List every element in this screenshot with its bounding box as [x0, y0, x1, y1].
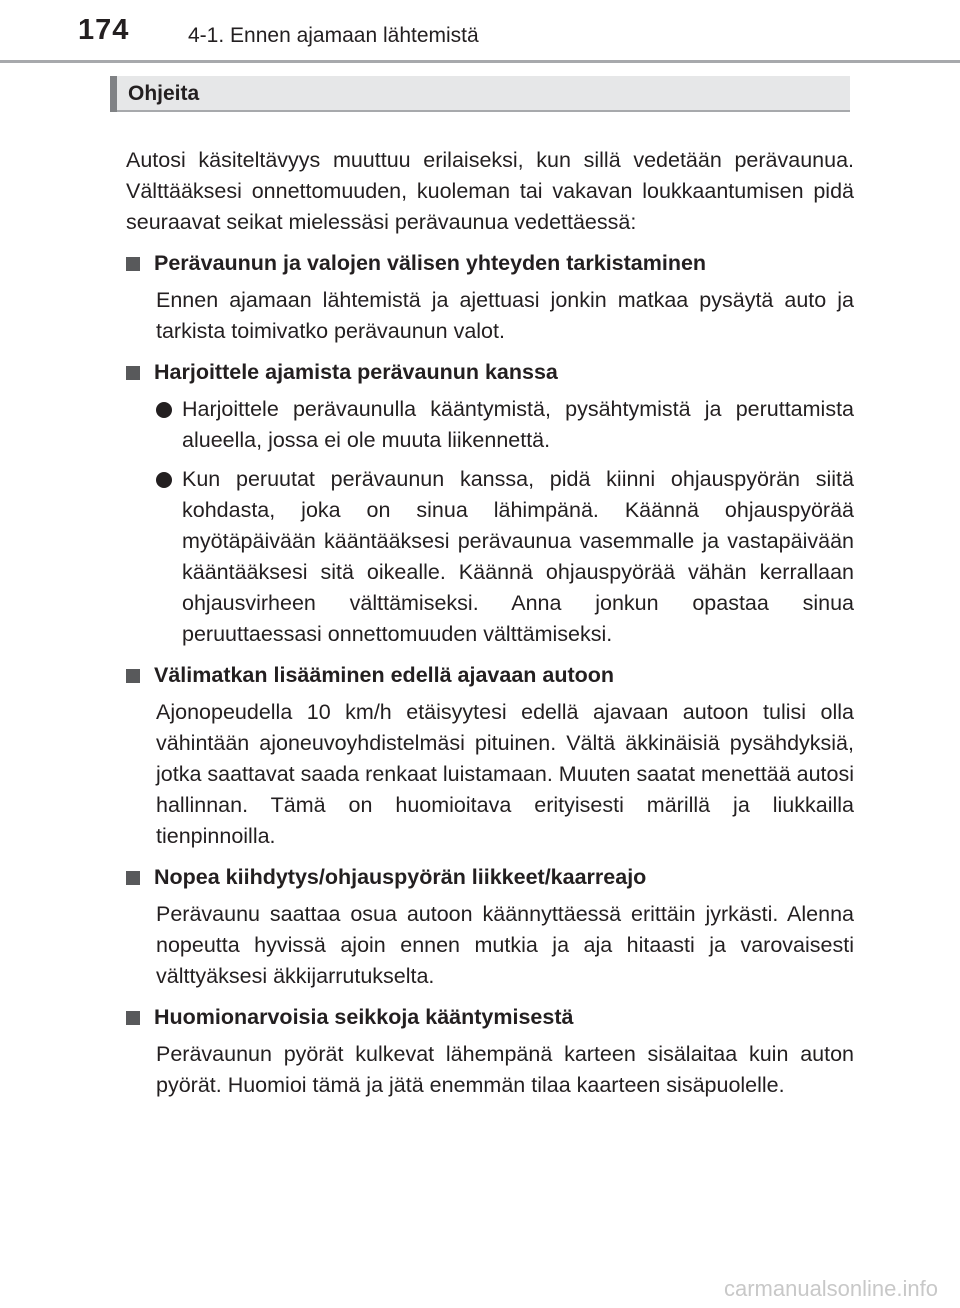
list-item [126, 660, 854, 852]
list-item [126, 357, 854, 650]
sub-bullet [126, 464, 854, 650]
list-item [126, 862, 854, 992]
square-bullet-icon [126, 669, 140, 683]
sub-bullet [126, 394, 854, 456]
box-header-stripe [110, 76, 117, 112]
circle-bullet-icon [156, 402, 172, 418]
item-heading [126, 1002, 854, 1033]
item-heading-text: Välimatkan lisääminen edellä ajavaan autoon [154, 663, 615, 687]
watermark-text: carmanualsonline.info [723, 1276, 938, 1301]
item-body: Perävaunu saattaa osua autoon käännyttäessä erittäin jyrkästi. Alenna nopeutta hyvissä ajoin ennen mutkia ja aja hitaasti ja varovaisesti välttyäksesi äkkijarrutukselta. [156, 902, 854, 988]
list-item [126, 248, 854, 347]
page-header [0, 0, 960, 62]
notice-box-label: Ohjeita [128, 82, 200, 105]
sub-bullet-text: Kun peruutat perävaunun kanssa, pidä kiinni ohjauspyörän siitä kohdasta, joka on sinua lähimpänä. Käännä ohjauspyörää myötäpäivään kääntääksesi perävaunua vasemmalle ja vastapäivään kääntääksesi sitä oikealle. Käännä ohjauspyörää vähän kerrallaan ohjausvirheen välttämiseksi. Anna jonkun opastaa sinua peruuttaessasi onnettomuuden välttämiseksi. [182, 467, 854, 646]
item-heading [126, 248, 854, 279]
page-number: 174 [78, 14, 130, 46]
header-divider [0, 60, 960, 63]
item-heading [126, 862, 854, 893]
item-heading [126, 660, 854, 691]
square-bullet-icon [126, 1011, 140, 1025]
item-heading-text: Harjoittele ajamista perävaunun kanssa [154, 360, 558, 384]
item-body: Ennen ajamaan lähtemistä ja ajettuasi jonkin matkaa pysäytä auto ja tarkista toimivatko perävaunun valot. [156, 288, 854, 343]
intro-paragraph: Autosi käsiteltävyys muuttuu erilaiseksi, kun sillä vedetään perävaunua. Välttääksesi onnettomuuden, kuoleman tai vakavan loukkaantumisen pidä seuraavat seikat mielessäsi perävaunua vedettäessä: [126, 148, 854, 234]
notice-content [126, 145, 854, 1111]
square-bullet-icon [126, 871, 140, 885]
notice-box-header [110, 76, 850, 112]
item-body: Perävaunun pyörät kulkevat lähempänä karteen sisälaitaa kuin auton pyörät. Huomioi tämä ja jätä enemmän tilaa kaarteen sisäpuolelle. [156, 1042, 854, 1097]
item-heading-text: Nopea kiihdytys/ohjauspyörän liikkeet/kaarreajo [154, 865, 647, 889]
item-heading-text: Perävaunun ja valojen välisen yhteyden tarkistaminen [154, 251, 707, 275]
item-heading [126, 357, 854, 388]
item-body: Ajonopeudella 10 km/h etäisyytesi edellä ajavaan autoon tulisi olla vähintään ajoneuvoyhdistelmäsi pituinen. Vältä äkkinäisiä pysähdyksiä, jotka saattavat saada renkaat luistamaan. Muuten saatat menettää autosi hallinnan. Tämä on huomioitava erityisesti märillä ja liukkailla tienpinnoilla. [156, 700, 854, 848]
circle-bullet-icon [156, 472, 172, 488]
sub-bullet-text: Harjoittele perävaunulla kääntymistä, pysähtymistä ja peruttamista alueella, jossa ei ole muuta liikennettä. [182, 397, 854, 452]
section-title: 4-1. Ennen ajamaan lähtemistä [188, 24, 479, 47]
square-bullet-icon [126, 366, 140, 380]
item-heading-text: Huomionarvoisia seikkoja kääntymisestä [154, 1005, 574, 1029]
list-item [126, 1002, 854, 1101]
square-bullet-icon [126, 257, 140, 271]
